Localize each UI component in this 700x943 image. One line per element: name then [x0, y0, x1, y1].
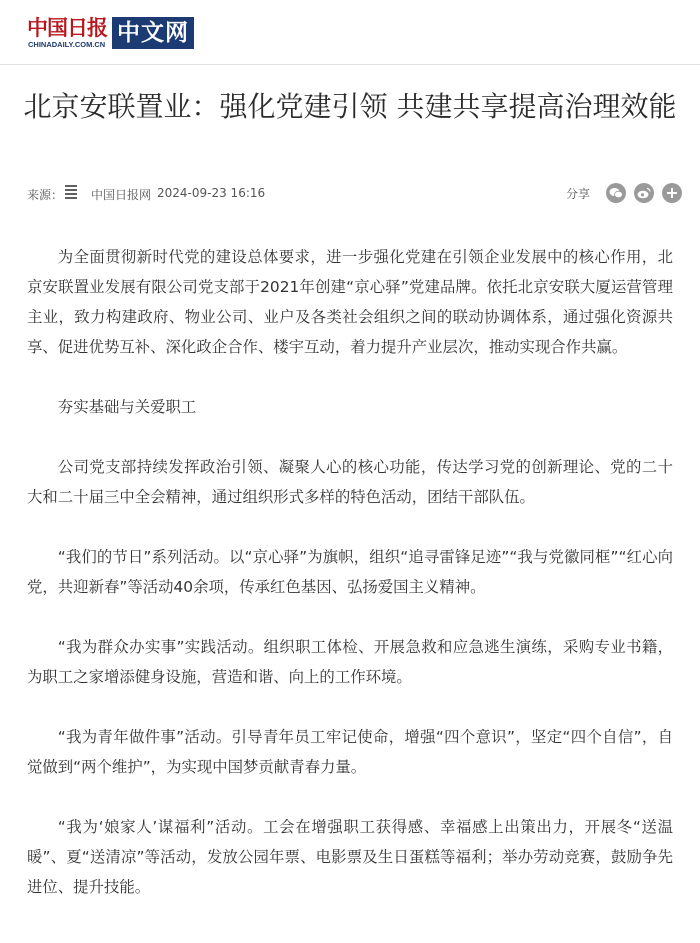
logo-box-text: 中文网 [112, 17, 194, 49]
source-logo-icon [65, 185, 77, 199]
paragraph: “我为青年做件事”活动。引导青年员工牢记使命，增强“四个意识”，坚定“四个自信”，自觉做到“两个维护”，为实现中国梦贡献青春力量。 [27, 728, 673, 776]
logo-english-text: CHINADAILY.COM.CN [28, 40, 106, 49]
plus-icon[interactable] [662, 183, 682, 203]
share-label: 分享 [565, 186, 590, 201]
article-meta [27, 183, 682, 205]
source-label: 来源： [27, 188, 64, 202]
paragraph: “我为‘娘家人’谋福利”活动。工会在增强职工获得感、幸福感上出策出力，开展冬“送温暖”、夏“送清凉”等活动，发放公园年票、电影票及生日蛋糕等福利；举办劳动竞赛，鼓励争先进位、提升技能。 [27, 818, 673, 896]
paragraph: 为全面贯彻新时代党的建设总体要求，进一步强化党建在引领企业发展中的核心作用，北京安联置业发展有限公司党支部于2021年创建“京心驿”党建品牌。依托北京安联大厦运营管理主业，致力构建政府、物业公司、业户及各类社会组织之间的联动协调体系，通过强化资源共享、促进优势互补、深化政企合作、楼宇互动，着力提升产业层次，推动实现合作共赢。 [27, 248, 673, 356]
paragraph: “我为群众办实事”实践活动。组织职工体检、开展急救和应急逃生演练，采购专业书籍，为职工之家增添健身设施，营造和谐、向上的工作环境。 [27, 638, 673, 686]
logo-text-block [27, 14, 112, 54]
article-title: 北京安联置业：强化党建引领 共建共享提高治理效能 [23, 90, 677, 123]
publish-time: 2024-09-23 16:16 [157, 186, 266, 200]
site-header [0, 0, 700, 65]
weibo-icon[interactable] [634, 183, 654, 203]
source-name[interactable]: 中国日报网 [91, 188, 152, 202]
wechat-icon[interactable] [606, 183, 626, 203]
paragraph: “我们的节日”系列活动。以“京心驿”为旗帜，组织“追寻雷锋足迹”“我与党徽同框”“红心向党，共迎新春”等活动40余项，传承红色基因、弘扬爱国主义精神。 [27, 548, 673, 596]
site-logo[interactable] [27, 14, 194, 54]
share-bar [566, 183, 682, 203]
article-body [27, 242, 673, 932]
logo-chinese-text: 中国日报 [27, 15, 107, 40]
section-heading: 夯实基础与关爱职工 [57, 398, 197, 416]
paragraph: 公司党支部持续发挥政治引领、凝聚人心的核心功能，传达学习党的创新理论、党的二十大和二十届三中全会精神，通过组织形式多样的特色活动，团结干部队伍。 [27, 458, 673, 506]
